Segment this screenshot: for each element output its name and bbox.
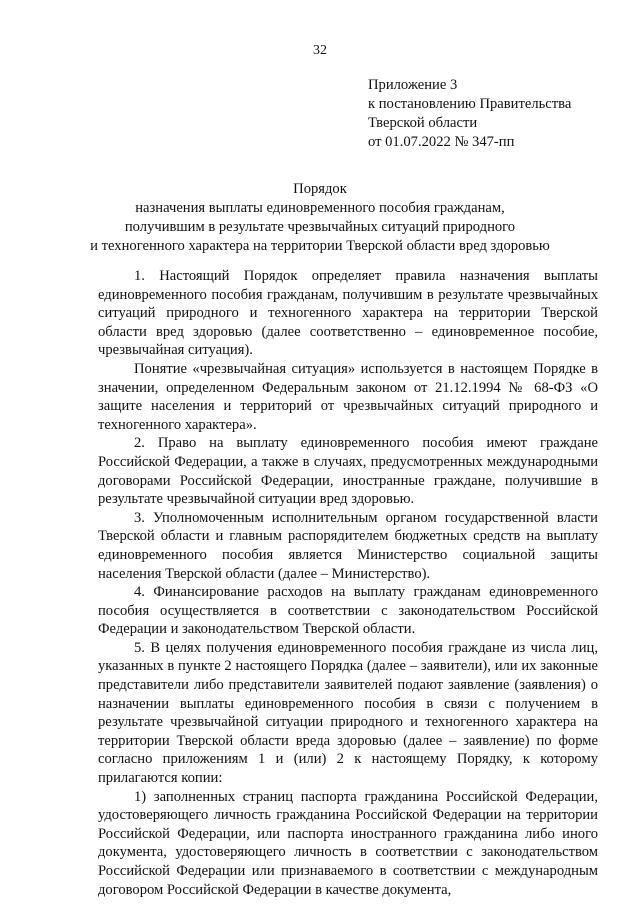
paragraph: 4. Финансирование расходов на выплату гражданам единовременного пособия осуществляется в соответствии с законодательством Российской Федерации и законодательством Тверской области.: [98, 584, 598, 638]
page-number: 32: [313, 43, 327, 58]
paragraph: Понятие «чрезвычайная ситуация» используется в настоящем Порядке в значении, определенном Федеральным законом от 21.12.1994 № 68-ФЗ «О защите населения и территорий от чрезвычайных ситуаций природного и техногенного характера».: [98, 360, 598, 433]
title-line: и техногенного характера на территории Тверской области вред здоровью: [90, 238, 550, 254]
document-body: [98, 267, 598, 899]
appendix-line: к постановлению Правительства: [368, 96, 572, 112]
paragraph: 3. Уполномоченным исполнительным органом государственной власти Тверской области и главным распорядителем бюджетных средств на выплату единовременного пособия является Министерство социальной защиты населения Тверской области (далее – Министерство).: [98, 509, 598, 582]
title-heading: Порядок: [293, 181, 347, 197]
paragraph: 5. В целях получения единовременного пособия граждане из числа лиц, указанных в пункте 2 настоящего Порядка (далее – заявители), или их законные представители либо представители заявителей подают заявление (заявления) о назначении выплаты единовременного пособия в связи с получением в результате чрезвычайной ситуации природного и техногенного характера на территории Тверской области вреда здоровью (далее – заявление) по форме согласно приложениям 1 и (или) 2 к настоящему Порядку, к которому прилагаются копии:: [98, 639, 598, 787]
appendix-line: Приложение 3: [368, 77, 458, 93]
paragraph: 1) заполненных страниц паспорта гражданина Российской Федерации, удостоверяющего личность гражданина Российской Федерации на территории Российской Федерации, или паспорта иностранного гражданина либо иного документа, удостоверяющего личность в соответствии с законодательством Российской Федерации или признаваемого в соответствии с международным договором Российской Федерации в качестве документа,: [98, 788, 598, 898]
appendix-header: [368, 76, 628, 152]
title-line: получившим в результате чрезвычайных ситуаций природного: [124, 219, 516, 235]
appendix-line: от 01.07.2022 № 347-пп: [368, 134, 515, 150]
appendix-line: Тверской области: [368, 115, 478, 131]
title-line: назначения выплаты единовременного пособия гражданам,: [135, 200, 505, 216]
document-title: [80, 180, 560, 256]
paragraph: 1. Настоящий Порядок определяет правила назначения выплаты единовременного пособия гражданам, получившим в результате чрезвычайных ситуаций природного и техногенного характера на территории Тверской области вред здоровью (далее соответственно – единовременное пособие, чрезвычайная ситуация).: [98, 268, 598, 359]
paragraph: 2. Право на выплату единовременного пособия имеют граждане Российской Федерации, а также в случаях, предусмотренных международными договорами Российской Федерации, иностранные граждане, получившие в результате чрезвычайной ситуации вред здоровью.: [98, 435, 598, 508]
